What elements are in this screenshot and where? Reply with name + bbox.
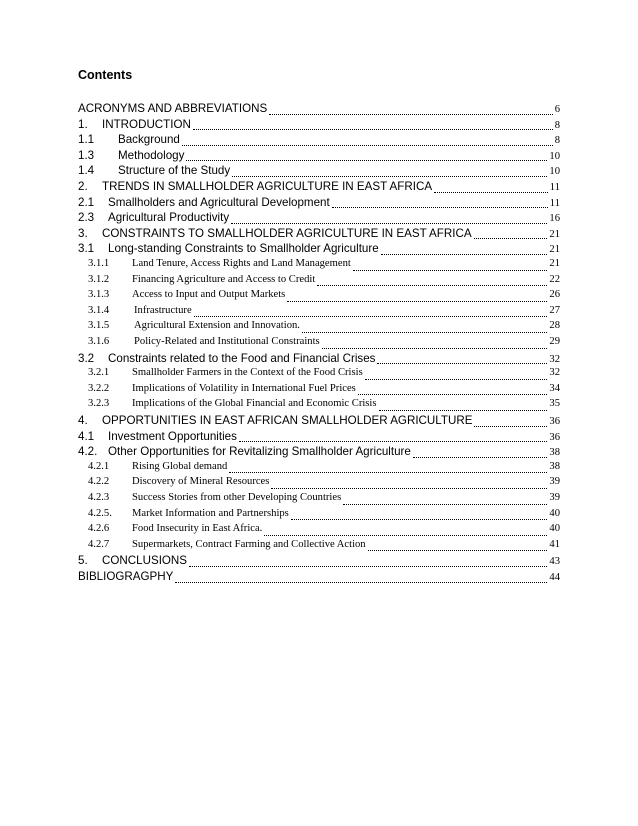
toc-entry-number: 4.2.7 [88, 538, 110, 550]
toc-entry-number: 3.1.6 [88, 336, 110, 347]
toc-entry-page: 38 [549, 447, 560, 459]
toc-entry-number: 3.1.2 [88, 273, 110, 285]
toc-entry-page: 11 [549, 182, 560, 193]
toc-entry-title: OPPORTUNITIES IN EAST AFRICAN SMALLHOLDER AGRICULTURE [102, 414, 473, 427]
toc-entry[interactable] [78, 180, 560, 196]
toc-entry-page: 16 [549, 213, 560, 225]
toc-entry-page: 27 [549, 304, 560, 316]
dot-leader [291, 519, 548, 520]
dot-leader [365, 379, 548, 380]
toc-entry[interactable] [78, 227, 560, 243]
dot-leader [474, 426, 547, 427]
toc-entry[interactable] [78, 242, 560, 258]
toc-entry-title: Supermarkets, Contract Farming and Collective Action [132, 538, 366, 550]
toc-entry[interactable] [88, 274, 560, 290]
toc-entry-title: TRENDS IN SMALLHOLDER AGRICULTURE IN EAST AFRICA [102, 180, 433, 193]
toc-entry[interactable] [88, 476, 560, 492]
toc-entry[interactable] [88, 508, 560, 524]
toc-entry-page: 32 [549, 353, 560, 365]
toc-entry-title: CONCLUSIONS [102, 554, 188, 568]
dot-leader [232, 176, 547, 177]
toc-entry[interactable] [78, 445, 560, 461]
toc-entry[interactable] [78, 570, 560, 586]
toc-entry-title: ACRONYMS AND ABBREVIATIONS [78, 102, 268, 115]
toc-entry-page: 6 [554, 104, 560, 115]
toc-entry-title: Success Stories from other Developing Countries [132, 492, 342, 503]
dot-leader [193, 129, 553, 130]
dot-leader [264, 535, 547, 536]
dot-leader [317, 285, 547, 286]
toc-entry[interactable] [78, 352, 560, 368]
toc-entry[interactable] [88, 523, 560, 539]
toc-entry-page: 41 [549, 538, 560, 550]
toc-entry-page: 10 [549, 166, 560, 178]
dot-leader [332, 207, 548, 208]
dot-leader [358, 394, 548, 395]
contents-heading: Contents [78, 68, 133, 82]
toc-entry[interactable] [88, 492, 560, 508]
toc-entry-title: Food Insecurity in East Africa. [132, 523, 263, 535]
toc-entry-number: 1. [78, 117, 88, 131]
toc-entry[interactable] [78, 118, 560, 134]
toc-entry-number: 3.1.5 [88, 320, 110, 332]
dot-leader [175, 582, 547, 583]
toc-entry-title: Market Information and Partnerships [132, 507, 289, 519]
toc-entry-title: Methodology [118, 148, 185, 162]
toc-entry-number: 3.2 [78, 351, 95, 365]
toc-entry-number: 3.1 [78, 242, 95, 256]
toc-entry[interactable] [88, 320, 560, 336]
toc-entry-title: Background [118, 133, 180, 147]
toc-entry-number: 4.2.6 [88, 523, 110, 535]
dot-leader [231, 223, 547, 224]
toc-entry-number: 2.3 [78, 211, 95, 225]
dot-leader [413, 457, 548, 458]
dot-leader [377, 363, 547, 364]
toc-entry-number: 3.1.1 [88, 258, 110, 269]
toc-entry[interactable] [88, 336, 560, 352]
toc-entry-number: 2.1 [78, 195, 95, 209]
toc-entry-page: 39 [549, 476, 560, 488]
toc-entry-number: 2. [78, 180, 88, 193]
toc-entry-title: BIBLIOGRAGPHY [78, 570, 174, 583]
dot-leader [343, 504, 547, 505]
toc-entry[interactable] [78, 414, 560, 430]
toc-entry-title: Investment Opportunities [108, 429, 237, 443]
dot-leader [269, 114, 553, 115]
dot-leader [353, 270, 548, 271]
toc-entry-title: Financing Agriculture and Access to Credit [132, 273, 316, 285]
toc-entry-page: 36 [549, 416, 560, 427]
dot-leader [474, 238, 548, 239]
toc-entry-title: INTRODUCTION [102, 117, 191, 131]
toc-entry-page: 34 [549, 382, 560, 394]
toc-entry-title: Rising Global demand [132, 460, 228, 472]
toc-entry[interactable] [78, 430, 560, 446]
toc-entry-page: 35 [549, 398, 560, 410]
toc-entry-title: Policy-Related and Institutional Constraints [134, 336, 320, 347]
toc-entry[interactable] [88, 367, 560, 383]
toc-entry-page: 8 [554, 119, 560, 131]
dot-leader [229, 472, 547, 473]
toc-entry-number: 4.2.5. [88, 507, 112, 519]
dot-leader [186, 160, 547, 161]
toc-entry-number: 1.1 [78, 133, 95, 147]
toc-entry-title: Access to Input and Output Markets [132, 289, 286, 301]
toc-entry-page: 11 [549, 197, 560, 209]
toc-entry[interactable] [78, 211, 560, 227]
toc-entry-page: 40 [549, 507, 560, 519]
toc-entry[interactable] [78, 554, 560, 570]
dot-leader [302, 332, 547, 333]
toc-entry-number: 3.1.4 [88, 304, 110, 316]
toc-entry-number: 3.1.3 [88, 289, 110, 301]
toc-entry-page: 39 [549, 492, 560, 503]
toc-entry-page: 26 [549, 289, 560, 301]
toc-entry-number: 5. [78, 554, 88, 568]
toc-entry[interactable] [78, 196, 560, 212]
dot-leader [381, 254, 548, 255]
toc-entry-title: Implications of Volatility in International Fuel Prices [132, 382, 356, 394]
dot-leader [194, 316, 548, 317]
toc-entry[interactable] [88, 383, 560, 399]
toc-entry-title: Constraints related to the Food and Financial Crises [108, 351, 376, 365]
toc-entry-title: Land Tenure, Access Rights and Land Management [132, 258, 351, 269]
dot-leader [287, 301, 547, 302]
toc-entry-title: Agricultural Extension and Innovation. [134, 320, 300, 332]
toc-entry-title: Discovery of Mineral Resources [132, 476, 270, 488]
toc-entry-number: 3.2.2 [88, 382, 110, 394]
toc-entry-page: 21 [549, 244, 560, 256]
toc-entry-title: Other Opportunities for Revitalizing Smallholder Agriculture [108, 445, 411, 459]
toc-entry-number: 1.3 [78, 148, 95, 162]
dot-leader [239, 441, 548, 442]
dot-leader [368, 550, 548, 551]
toc-entry-title: Structure of the Study [118, 164, 231, 178]
toc-entry[interactable] [78, 149, 560, 165]
toc-entry-number: 4.2. [78, 445, 98, 459]
toc-entry-page: 36 [549, 431, 560, 443]
toc-entry-page: 43 [549, 556, 560, 568]
toc-entry-page: 21 [549, 228, 560, 240]
toc-entry[interactable] [88, 461, 560, 477]
toc-entry-number: 3.2.1 [88, 367, 110, 379]
toc-entry-page: 32 [549, 367, 560, 379]
dot-leader [189, 566, 547, 567]
dot-leader [322, 348, 548, 349]
dot-leader [434, 192, 548, 193]
toc-entry-number: 4.1 [78, 429, 95, 443]
toc-entry-number: 4.2.1 [88, 460, 110, 472]
toc-entry[interactable] [78, 164, 560, 180]
toc-entry-page: 29 [549, 336, 560, 347]
toc-entry[interactable] [88, 539, 560, 555]
dot-leader [379, 410, 548, 411]
toc-entry-number: 4.2.2 [88, 476, 110, 488]
toc-entry-page: 28 [549, 320, 560, 332]
toc-entry-title: Smallholders and Agricultural Development [108, 195, 330, 209]
toc-entry-page: 8 [554, 135, 560, 147]
dot-leader [182, 145, 553, 146]
dot-leader [271, 488, 547, 489]
toc-entry-page: 38 [549, 460, 560, 472]
toc-entry-title: Agricultural Productivity [108, 211, 230, 225]
toc-entry[interactable] [88, 398, 560, 414]
toc-entry[interactable] [78, 133, 560, 149]
toc-entry-page: 22 [549, 273, 560, 285]
toc-entry-title: Implications of the Global Financial and Economic Crisis [132, 398, 377, 410]
toc-entry-number: 4.2.3 [88, 492, 110, 503]
toc-entry-number: 3.2.3 [88, 398, 110, 410]
toc-entry-title: Smallholder Farmers in the Context of the Food Crisis [132, 367, 363, 379]
toc-entry-page: 10 [549, 150, 560, 162]
toc-entry[interactable] [78, 102, 560, 118]
toc-entry-number: 3. [78, 226, 88, 240]
toc-entry[interactable] [88, 289, 560, 305]
toc-entry-title: Long-standing Constraints to Smallholder Agriculture [108, 242, 379, 256]
toc-entry[interactable] [88, 258, 560, 274]
toc-entry-title: Infrastructure [134, 304, 192, 316]
toc-entry-page: 21 [549, 258, 560, 269]
toc-entry-number: 4. [78, 414, 88, 427]
toc-entry-number: 1.4 [78, 164, 95, 178]
toc-entry-title: CONSTRAINTS TO SMALLHOLDER AGRICULTURE IN EAST AFRICA [102, 226, 472, 240]
toc-entry-page: 40 [549, 523, 560, 535]
toc-entry-page: 44 [549, 572, 560, 583]
toc-entry[interactable] [88, 305, 560, 321]
